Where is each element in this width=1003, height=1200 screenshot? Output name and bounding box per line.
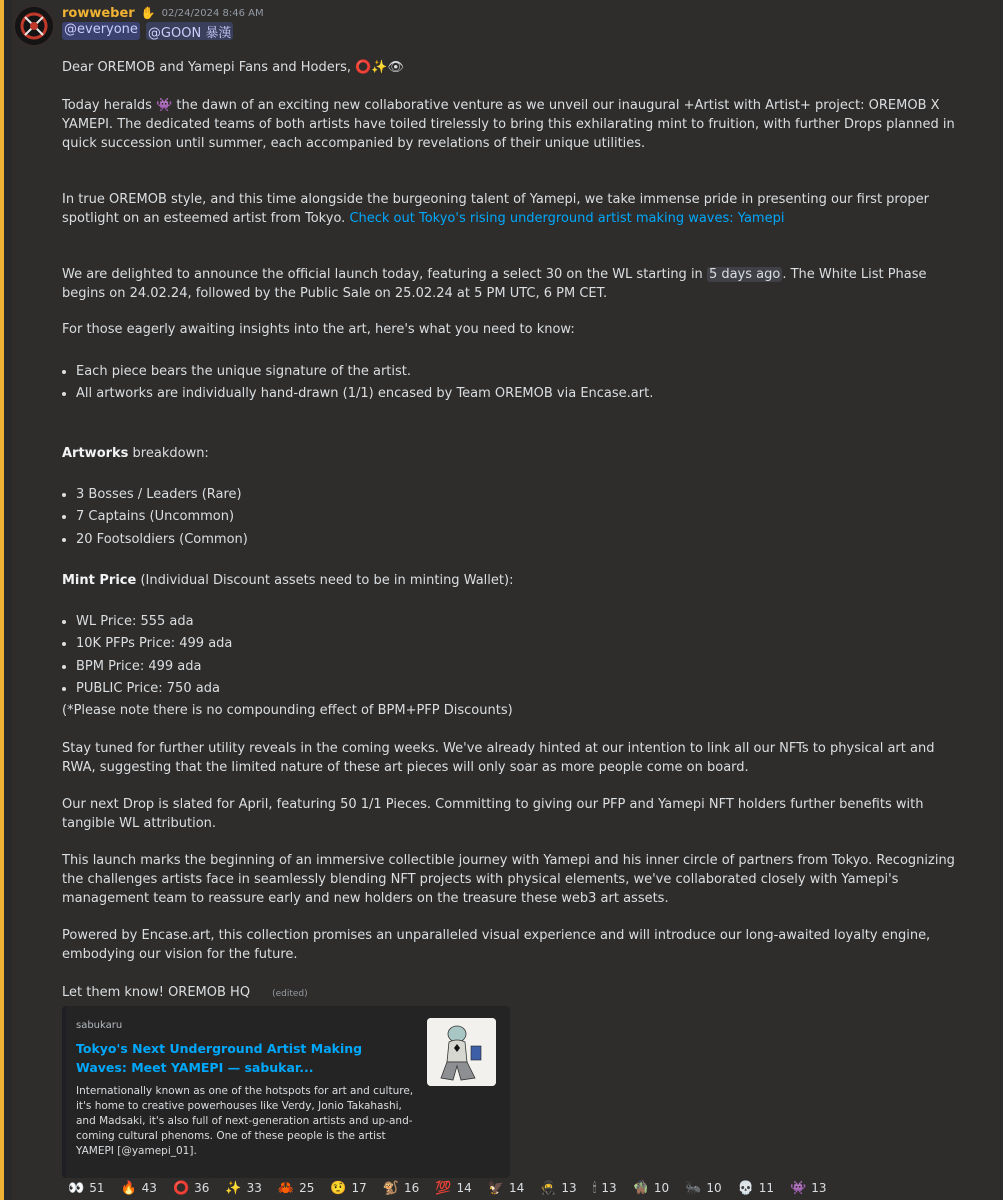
reaction-button[interactable] xyxy=(272,1178,320,1198)
reaction-count: 13 xyxy=(601,1181,617,1195)
reaction-emoji-icon: 🕯 xyxy=(592,1180,597,1196)
reaction-button[interactable] xyxy=(679,1178,727,1198)
list-item: • BPM Price: 499 ada xyxy=(76,656,981,678)
reaction-button[interactable] xyxy=(167,1178,215,1198)
artworks-list xyxy=(62,484,981,551)
price-list xyxy=(62,611,981,701)
yamepi-link[interactable]: Check out Tokyo's rising underground artist making waves: Yamepi xyxy=(349,210,785,226)
list-item: • WL Price: 555 ada xyxy=(76,611,981,633)
reaction-button[interactable] xyxy=(219,1178,267,1198)
discount-note: (*Please note there is no compounding effect of BPM+PFP Discounts) xyxy=(62,703,513,718)
message-timestamp[interactable]: 02/24/2024 8:46 AM xyxy=(161,7,264,19)
list-item: • Each piece bears the unique signature of the artist. xyxy=(76,361,981,383)
paragraph-2-text: In true OREMOB style, and this time alongside the burgeoning talent of Yamepi, we take immense pride in presenting our first proper spotlight on an esteemed artist from Tokyo. xyxy=(62,192,930,226)
list-item: • 20 Footsoldiers (Common) xyxy=(76,529,981,551)
reaction-count: 16 xyxy=(404,1181,420,1195)
mention-role[interactable]: @GOON 暴漢 xyxy=(146,22,233,40)
reaction-button[interactable] xyxy=(377,1178,425,1198)
reaction-count: 10 xyxy=(706,1181,722,1195)
reaction-count: 51 xyxy=(89,1181,105,1195)
list-item: • All artworks are individually hand-drawn (1/1) encased by Team OREMOB via Encase.art. xyxy=(76,383,981,405)
paragraph-7: This launch marks the beginning of an immersive collectible journey with Yamepi and his inner circle of partners from Tokyo. Recognizing the challenges artists face in seamlessly blending NFT projects with physical elements, we've collaborated closely with Yamepi's management team to reassure early and new holders on the treasure these web3 art assets. xyxy=(62,853,955,906)
reaction-button[interactable] xyxy=(429,1178,477,1198)
reaction-emoji-icon: 🥷 xyxy=(540,1180,557,1196)
mint-heading xyxy=(62,572,967,591)
embed-title[interactable]: Tokyo's Next Underground Artist Making Waves: Meet YAMEPI — sabukar... xyxy=(76,1041,363,1075)
features-list xyxy=(62,361,981,406)
mint-bold: Mint Price xyxy=(62,573,137,588)
message-header xyxy=(62,4,264,22)
embed-description: Internationally known as one of the hotspots for art and culture, it's home to creative powerhouses like Verdy, Jonio Takahashi, and Madsaki, it's also full of next-generation artists and up-and-coming cultural phenoms. One of these people is the artist YAMEPI [@yamepi_01]. xyxy=(76,1085,414,1157)
reaction-count: 25 xyxy=(299,1181,315,1195)
reaction-emoji-icon: 🧌 xyxy=(632,1180,649,1196)
reaction-count: 36 xyxy=(194,1181,210,1195)
reaction-button[interactable] xyxy=(784,1178,832,1198)
reaction-emoji-icon: 🦅 xyxy=(487,1180,504,1196)
reaction-button[interactable] xyxy=(114,1178,162,1198)
paragraph-2 xyxy=(62,191,967,229)
reaction-button[interactable] xyxy=(627,1178,675,1198)
username[interactable]: rowweber xyxy=(62,5,135,21)
mint-rest: (Individual Discount assets need to be in minting Wallet): xyxy=(136,573,514,588)
embed-provider[interactable]: sabukaru xyxy=(76,1020,123,1031)
greeting: Dear OREMOB and Yamepi Fans and Hoders, ⭕✨👁 xyxy=(62,60,405,75)
reactions-bar xyxy=(62,1178,833,1200)
reaction-count: 13 xyxy=(561,1181,577,1195)
reaction-emoji-icon: 👀 xyxy=(68,1180,85,1196)
paragraph-5: Stay tuned for further utility reveals in the coming weeks. We've already hinted at our intention to link all our NFTs to physical art and RWA, suggesting that the limited nature of these art pieces will only soar as more people come on board. xyxy=(62,741,935,775)
mentions-row xyxy=(62,22,233,40)
list-item: • 3 Bosses / Leaders (Rare) xyxy=(76,484,981,506)
sign-off xyxy=(62,984,967,1004)
list-item: • 7 Captains (Uncommon) xyxy=(76,506,981,528)
edited-label: (edited) xyxy=(272,989,308,999)
paragraph-1: Today heralds 👾 the dawn of an exciting new collaborative venture as we unveil our inaugural +Artist with Artist+ project: OREMOB X YAMEPI. The dedicated teams of both artists have toiled tirelessly to bring this exhilarating mint to fruition, with further Drops planned in quick succession until summer, each accompanied by revelations of their unique utilities. xyxy=(62,98,955,151)
reaction-button[interactable] xyxy=(62,1178,110,1198)
reaction-button[interactable] xyxy=(587,1178,623,1198)
reaction-emoji-icon: 🔥 xyxy=(120,1180,137,1196)
reaction-count: 10 xyxy=(653,1181,670,1195)
reaction-emoji-icon: 🐒 xyxy=(382,1180,399,1196)
reaction-emoji-icon: 🤨 xyxy=(330,1180,347,1196)
sign-off-text: Let them know! OREMOB HQ xyxy=(62,985,251,1000)
reaction-count: 13 xyxy=(811,1181,827,1195)
artworks-rest: breakdown: xyxy=(128,446,209,461)
reaction-count: 33 xyxy=(246,1181,262,1195)
reaction-count: 17 xyxy=(351,1181,367,1195)
reaction-count: 14 xyxy=(508,1181,525,1195)
reaction-count: 43 xyxy=(141,1181,157,1195)
link-embed[interactable] xyxy=(62,1006,510,1178)
paragraph-3 xyxy=(62,266,967,304)
paragraph-3-before: We are delighted to announce the official launch today, featuring a select 30 on the WL starting in xyxy=(62,267,707,282)
reaction-emoji-icon: 💯 xyxy=(435,1180,452,1196)
avatar[interactable] xyxy=(14,6,54,46)
paragraph-4: For those eagerly awaiting insights into the art, here's what you need to know: xyxy=(62,322,575,337)
reaction-emoji-icon: ✨ xyxy=(225,1180,242,1196)
reaction-emoji-icon: 🐜 xyxy=(685,1180,702,1196)
reaction-emoji-icon: 💀 xyxy=(737,1180,754,1196)
paragraph-6: Our next Drop is slated for April, featuring 50 1/1 Pieces. Committing to giving our PFP and Yamepi NFT holders further benefits with tangible WL attribution. xyxy=(62,797,924,831)
list-item: • PUBLIC Price: 750 ada xyxy=(76,678,981,700)
mention-everyone[interactable]: @everyone xyxy=(62,22,140,40)
artworks-bold: Artworks xyxy=(62,446,129,461)
relative-timestamp[interactable]: 5 days ago xyxy=(708,267,781,282)
paragraph-8: Powered by Encase.art, this collection promises an unparalleled visual experience and will introduce our long-awaited loyalty engine, embodying our vision for the future. xyxy=(62,928,931,962)
embed-thumbnail[interactable] xyxy=(427,1018,496,1086)
reaction-button[interactable] xyxy=(324,1178,372,1198)
hand-badge-icon: ✋ xyxy=(140,6,156,20)
artworks-heading xyxy=(62,445,967,464)
reaction-button[interactable] xyxy=(482,1178,530,1198)
reaction-count: 14 xyxy=(456,1181,472,1195)
reaction-emoji-icon: 🦀 xyxy=(277,1180,295,1196)
reaction-count: 11 xyxy=(758,1181,775,1195)
reaction-button[interactable] xyxy=(732,1178,780,1198)
reaction-emoji-icon: ⭕ xyxy=(172,1180,190,1196)
list-item: • 10K PFPs Price: 499 ada xyxy=(76,633,981,655)
reaction-button[interactable] xyxy=(534,1178,582,1198)
reaction-emoji-icon: 👾 xyxy=(790,1180,807,1196)
highlight-gutter xyxy=(0,0,4,1200)
paragraph-3-after: . The White List Phase begins on 24.02.24, followed by the Public Sale on 25.02.24 at 5 PM UTC, 6 PM CET. xyxy=(62,267,927,301)
